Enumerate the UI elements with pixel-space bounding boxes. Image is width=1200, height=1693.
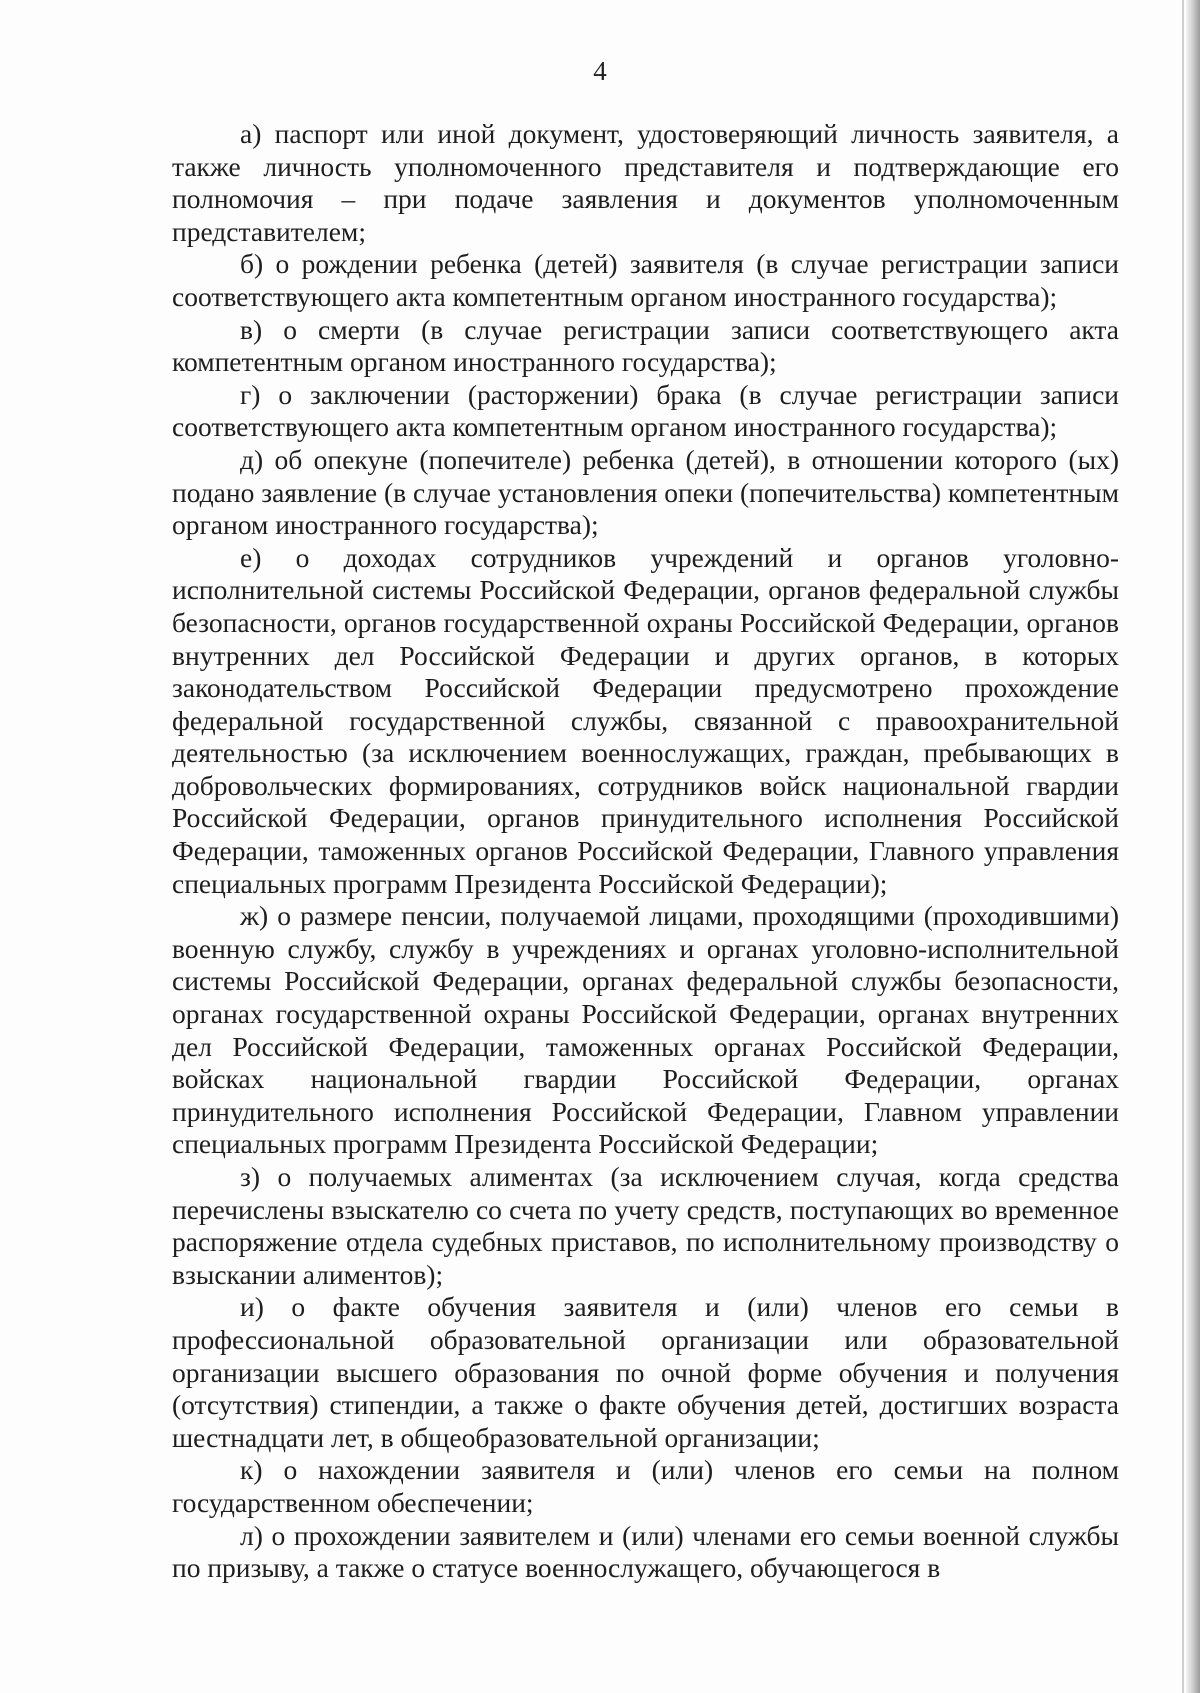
document-body bbox=[172, 118, 1119, 1585]
paragraph-b: б) о рождении ребенка (детей) заявителя (в случае регистрации записи соответствующего акта компетентным органом иностранного государства); bbox=[172, 248, 1119, 312]
paragraph-l: л) о прохождении заявителем и (или) членами его семьи военной службы по призыву, а также о статусе военнослужащего, обучающегося в bbox=[172, 1519, 1119, 1584]
paragraph-g: г) о заключении (расторжении) брака (в случае регистрации записи соответствующего акта компетентным органом иностранного государства); bbox=[172, 378, 1119, 443]
paragraph-a: а) паспорт или иной документ, удостоверяющий личность заявителя, а также личность уполномоченного представителя и подтверждающие его полномочия – при подаче заявления и документов уполномоченным представителем; bbox=[172, 118, 1119, 247]
paragraph-d: д) об опекуне (попечителе) ребенка (детей), в отношении которого (ых) подано заявление (в случае установления опеки (попечительства) компетентным органом иностранного государства); bbox=[172, 443, 1119, 541]
page-number: 4 bbox=[593, 56, 607, 86]
paragraph-zh: ж) о размере пенсии, получаемой лицами, проходящими (проходившими) военную службу, службу в учреждениях и органах уголовно-исполнительной системы Российской Федерации, органах федеральной службы безопасности, органах государственной охраны Российской Федерации, органах внутренних дел Российской Федерации, таможенных органах Российской Федерации, войсках национальной гвардии Российской Федерации, органах принудительного исполнения Российской Федерации, Главном управлении специальных программ Президента Российской Федерации; bbox=[172, 900, 1119, 1160]
scan-edge-line bbox=[1182, 0, 1184, 1693]
paragraph-e: е) о доходах сотрудников учреждений и органов уголовно-исполнительной системы Российской Федерации, органов федеральной службы безопасности, органов государственной охраны Российской Федерации, органов внутренних дел Российской Федерации и других органов, в которых законодательством Российской Федерации предусмотрено прохождение федеральной государственной службы, связанной с правоохранительной деятельностью (за исключением военнослужащих, граждан, пребывающих в добровольческих формированиях, сотрудников войск национальной гвардии Российской Федерации, органов принудительного исполнения Российской Федерации, таможенных органов Российской Федерации, Главного управления специальных программ Президента Российской Федерации); bbox=[172, 541, 1119, 899]
scan-edge-shadow bbox=[1186, 0, 1200, 1693]
paragraph-v: в) о смерти (в случае регистрации записи соответствующего акта компетентным органом иностранного государства); bbox=[172, 313, 1119, 378]
paragraph-i: и) о факте обучения заявителя и (или) членов его семьи в профессиональной образовательной организации или образовательной организации высшего образования по очной форме обучения и получения (отсутствия) стипендии, а также о факте обучения детей, достигших возраста шестнадцати лет, в общеобразовательной организации; bbox=[172, 1291, 1119, 1453]
paragraph-k: к) о нахождении заявителя и (или) членов его семьи на полном государственном обеспечении; bbox=[172, 1454, 1119, 1518]
paragraph-z: з) о получаемых алиментах (за исключением случая, когда средства перечислены взыскателю со счета по учету средств, поступающих во временное распоряжение отдела судебных приставов, по исполнительному производству о взыскании алиментов); bbox=[172, 1161, 1119, 1290]
